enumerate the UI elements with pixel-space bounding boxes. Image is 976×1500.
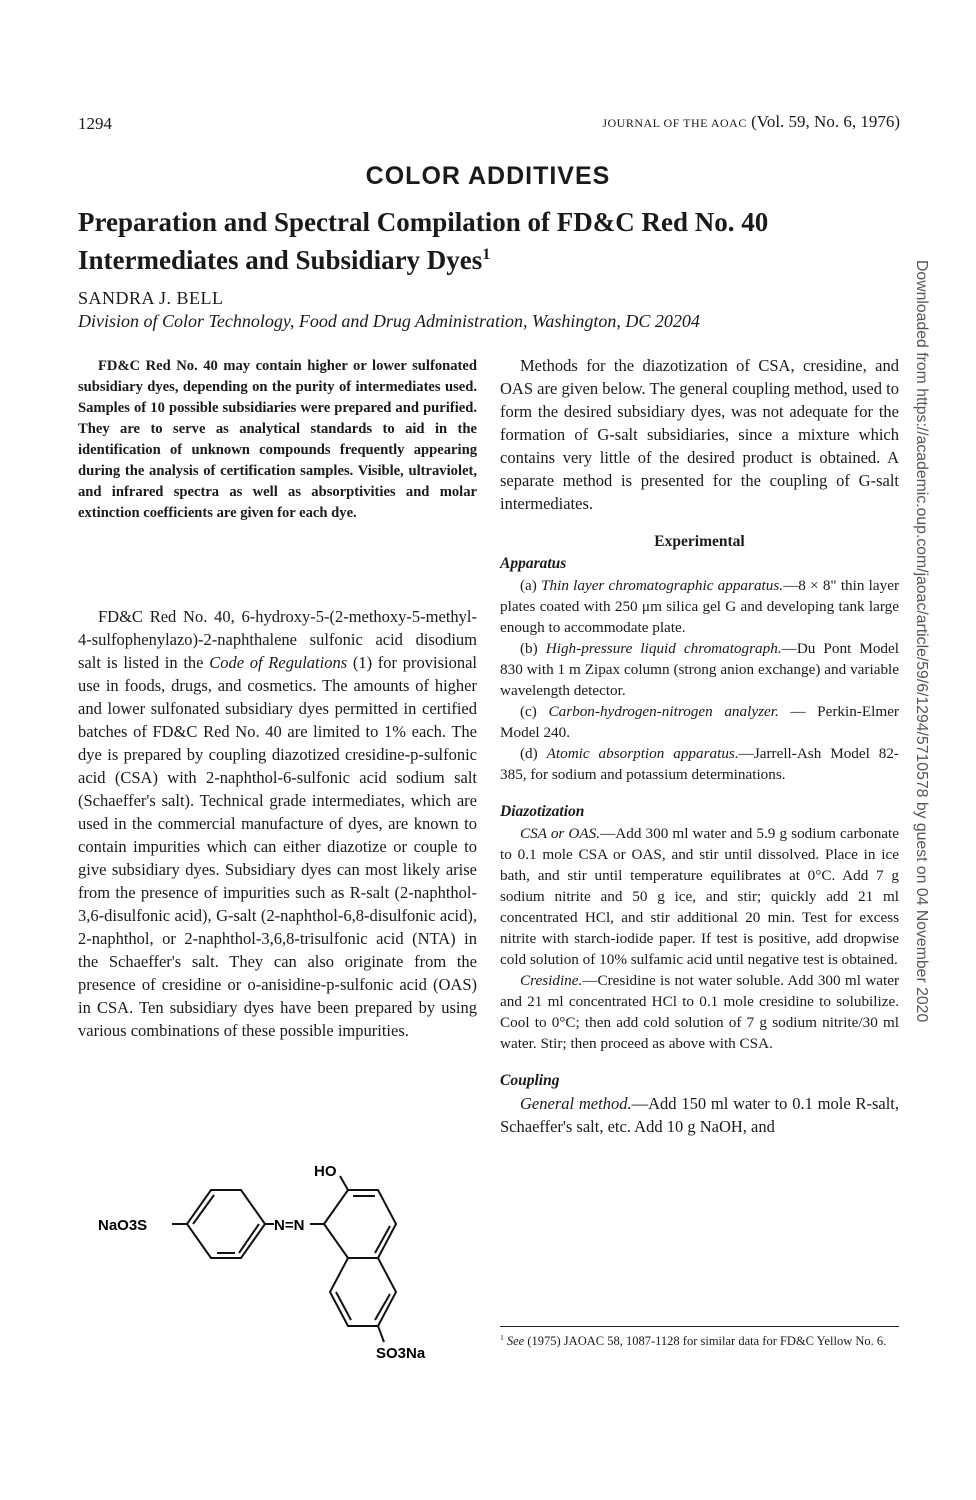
running-header bbox=[602, 112, 900, 132]
article-title bbox=[78, 206, 898, 276]
experimental-heading: Experimental bbox=[654, 533, 745, 550]
apparatus-item-b bbox=[500, 638, 899, 701]
methods-paragraph: Methods for the diazotization of CSA, cresidine, and OAS are given below. The general coupling method, used to form the desired subsidiary dyes, was not adequate for the formation of G-salt subsidiaries, since a mixture which contains very little of the desired product is obtained. A separate method is presented for the coupling of G-salt intermediates. bbox=[500, 356, 899, 513]
apparatus-item-d bbox=[500, 743, 899, 785]
abstract: FD&C Red No. 40 may contain higher or lower sulfonated subsidiary dyes, depending on the purity of intermediates used. Samples of 10 possible subsidiaries were prepared and purified. They are to serve as analytical standards to aid in the identification of unknown compounds frequently appearing during the analysis of certification samples. Visible, ultraviolet, and infrared spectra as well as absorptivities and molar extinction coefficients are given for each dye. bbox=[78, 358, 477, 521]
item-title: Thin layer chromatographic apparatus. bbox=[541, 577, 784, 594]
item-title: Atomic absorption apparatus. bbox=[546, 745, 739, 762]
footnote bbox=[500, 1330, 899, 1349]
item-label: (b) bbox=[520, 640, 546, 657]
item-text: —Add 300 ml water and 5.9 g sodium carbonate to 0.1 mole CSA or OAS, and stir until dissolved. Place in ice bath, and stir until temperature equilibrates at 0°C. Add 7 g sodium nitrite and 50 g ice, and stir; quickly add 21 ml concentrated HCl, and stir additional 20 min. Test for excess nitrite with starch-iodide paper. If test is positive, add dropwise cold solution of 10% sulfamic acid until negative test is obtained. bbox=[500, 825, 900, 968]
page-number: 1294 bbox=[78, 114, 112, 133]
left-column bbox=[78, 605, 477, 1042]
diazotization-cresidine bbox=[500, 970, 899, 1054]
item-label: (c) bbox=[520, 703, 549, 720]
label-ho: HO bbox=[314, 1163, 337, 1180]
author-affiliation: Division of Color Technology, Food and Drug Administration, Washington, DC 20204 bbox=[78, 311, 700, 331]
title-footnote-mark: 1 bbox=[482, 245, 491, 263]
benzene-ring bbox=[187, 1190, 265, 1258]
right-column bbox=[500, 354, 899, 1138]
naphthalene-ring-lower bbox=[330, 1258, 396, 1326]
item-title: CSA or OAS. bbox=[520, 825, 601, 842]
label-so3na: SO3Na bbox=[376, 1345, 426, 1360]
intro-italic: Code of Regulations bbox=[209, 653, 348, 672]
item-text: —Add 150 ml water to 0.1 mole R-salt, Schaeffer's salt, etc. Add 10 g NaOH, and bbox=[500, 1094, 899, 1136]
apparatus-item-c bbox=[500, 701, 899, 743]
intro-text-1: FD&C Red No. 40, 6-hydroxy-5-(2-methoxy-5-methyl-4-sulfophenylazo)-2-naphthalene sulfonic acid disodium salt is listed in the bbox=[78, 607, 477, 672]
item-title: High-pressure liquid chromatograph. bbox=[545, 640, 782, 657]
section-heading: COLOR ADDITIVES bbox=[365, 162, 611, 190]
item-text: —8 × 8" thin layer plates coated with 250 μm silica gel G and developing tank large enough to accommodate plate. bbox=[500, 577, 900, 636]
volume-info: (Vol. 59, No. 6, 1976) bbox=[751, 112, 900, 131]
item-title: Cresidine. bbox=[520, 972, 583, 989]
footnote-mark: 1 bbox=[500, 1333, 504, 1342]
intro-text-2: (1) for provisional use in foods, drugs, and cosmetics. The amounts of higher and lower sulfonated subsidiary dyes permitted in certified batches of FD&C Red No. 40 are limited to 1% each. The dye is prepared by coupling diazotized cresidine-p-sulfonic acid (CSA) with 2-naphthol-6-sulfonic acid sodium salt (Schaeffer's salt). Technical grade intermediates, which are used in the commercial manufacture of dyes, are known to contain impurities which can either diazotize or couple to give subsidiary dyes. Subsidiary dyes can most likely arise from the presence of impurities such as R-salt (2-naphthol-3,6-disulfonic acid), G-salt (2-naphthol-6,8-disulfonic acid), 2-naphthol, or 2-naphthol-3,6,8-trisulfonic acid (NTA) in the Schaeffer's salt. They can also originate from the presence of cresidine or o-anisidine-p-sulfonic acid (OAS) in CSA. Ten subsidiary dyes have been prepared by using various combinations of these possible impurities. bbox=[78, 653, 477, 1040]
intro-paragraph bbox=[78, 605, 477, 1042]
download-watermark-text: Downloaded from https://academic.oup.com/jaoac/article/59/6/1294/5710578 by guest on 04 November 2020 bbox=[913, 260, 930, 1023]
item-label: (a) bbox=[520, 577, 542, 594]
chemical-structure bbox=[92, 1160, 472, 1360]
item-text: —Du Pont Model 830 with 1 m Zipax column (strong anion exchange) and variable wavelength detector. bbox=[500, 640, 899, 699]
label-nao3s: NaO3S bbox=[98, 1217, 148, 1234]
coupling-general bbox=[500, 1092, 899, 1138]
label-azo: N=N bbox=[274, 1217, 305, 1234]
author-name: SANDRA J. BELL bbox=[78, 288, 224, 308]
item-text: —Cresidine is not water soluble. Add 300 ml water and 21 ml concentrated HCl to 0.1 mole cresidine to solubilize. Cool to 0°C; then add cold solution of 7 g sodium nitrite/30 ml water. Stir; then proceed as above with CSA. bbox=[500, 972, 899, 1052]
item-label: (d) bbox=[520, 745, 547, 762]
footnote-text: (1975) JAOAC 58, 1087-1128 for similar data for FD&C Yellow No. 6. bbox=[524, 1334, 887, 1349]
journal-name: JOURNAL OF THE AOAC bbox=[602, 116, 747, 130]
diazotization-csa bbox=[500, 823, 899, 970]
article-title-text: Preparation and Spectral Compilation of FD&C Red No. 40 Intermediates and Subsidiary Dyes bbox=[78, 207, 769, 275]
apparatus-item-a bbox=[500, 575, 899, 638]
item-text: —Jarrell-Ash Model 82-385, for sodium and potassium determinations. bbox=[500, 745, 899, 783]
item-text: — Perkin-Elmer Model 240. bbox=[500, 703, 899, 741]
footnote-rule bbox=[500, 1326, 899, 1327]
coupling-heading: Coupling bbox=[500, 1072, 560, 1089]
footnote-see: See bbox=[506, 1334, 525, 1349]
apparatus-heading: Apparatus bbox=[500, 555, 567, 572]
naphthalene-ring-upper bbox=[324, 1190, 396, 1258]
download-watermark bbox=[913, 260, 952, 1160]
item-title: General method. bbox=[520, 1094, 632, 1113]
item-title: Carbon-hydrogen-nitrogen analyzer. bbox=[548, 703, 779, 720]
diazotization-heading: Diazotization bbox=[500, 803, 585, 820]
